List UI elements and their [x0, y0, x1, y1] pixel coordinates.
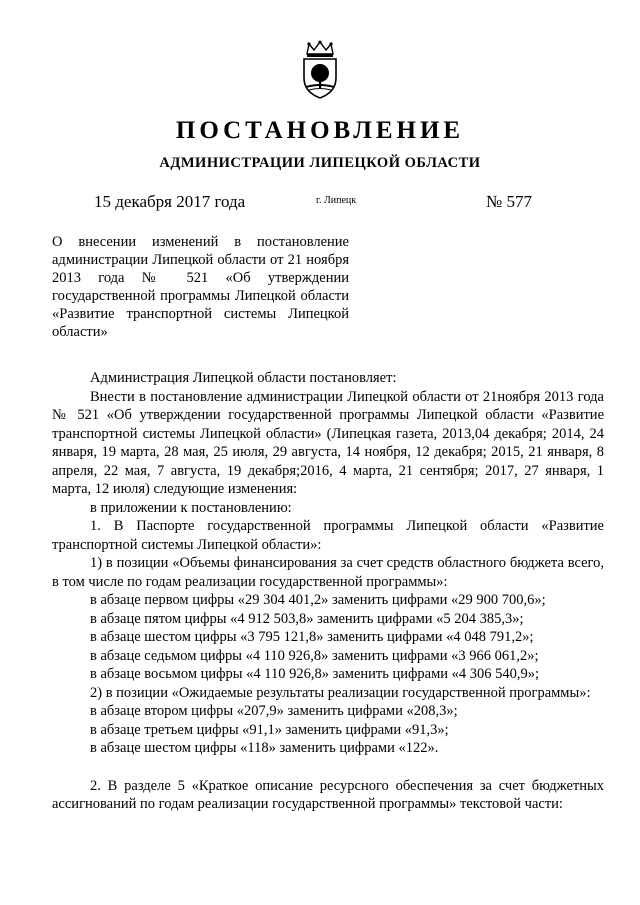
body-paragraph: в приложении к постановлению:: [90, 499, 292, 516]
body-paragraph: в абзаце восьмом цифры «4 110 926,8» заменить цифрами «4 306 540,9»;: [90, 666, 540, 682]
body-paragraph: 1. В Паспорте государственной программы Липецкой области «Развитие транспортной системы Липецкой области»:: [52, 518, 604, 553]
body-paragraph: в абзаце пятом цифры «4 912 503,8» заменить цифрами «5 204 385,3»;: [90, 610, 524, 627]
issuer-name: АДМИНИСТРАЦИИ ЛИПЕЦКОЙ ОБЛАСТИ: [159, 155, 481, 171]
document-title: ПОСТАНОВЛЕНИЕ: [175, 117, 465, 144]
document-body: [52, 369, 604, 814]
body-paragraph: в абзаце седьмом цифры «4 110 926,8» заменить цифрами «3 966 061,2»;: [90, 647, 539, 664]
body-paragraph: в абзаце втором цифры «207,9» заменить цифрами «208,3»;: [90, 703, 458, 719]
body-paragraph: 1) в позиции «Объемы финансирования за счет средств областного бюджета всего, в том числе по годам реализации государственной программы»:: [52, 555, 604, 590]
body-paragraph: в абзаце шестом цифры «118» заменить цифрами «122».: [90, 740, 439, 756]
body-paragraph: Администрация Липецкой области постановляет:: [90, 370, 397, 386]
body-paragraph: 2. В разделе 5 «Краткое описание ресурсного обеспечения за счет бюджетных ассигнований по годам реализации государственной программы» текстовой части:: [52, 777, 604, 812]
coat-of-arms-icon: [295, 40, 345, 100]
document-summary: О внесении изменений в постановление администрации Липецкой области от 21 ноября 2013 года № 521 «Об утверждении государственной программы Липецкой области «Развитие транспортной системы Липецкой области»: [52, 234, 349, 340]
body-paragraph: Внести в постановление администрации Липецкой области от 21ноября 2013 года № 521 «Об утверждении государственной программы Липецкой области «Развитие транспортной системы Липецкой области» (Липецкая газета, 2013,04 декабря; 2014, 24 января, 19 марта, 28 мая, 25 июля, 29 августа, 14 ноября, 12 декабря; 2015, 21 января, 8 апреля, 22 мая, 7 августа, 19 декабря;2016, 4 марта, 21 сентября; 2017, 27 января, 1 марта, 12 июля) следующие изменения:: [52, 388, 604, 497]
body-paragraph: в абзаце шестом цифры «3 795 121,8» заменить цифрами «4 048 791,2»;: [90, 629, 534, 645]
document-number: № 577: [486, 192, 532, 211]
body-paragraph: 2) в позиции «Ожидаемые результаты реализации государственной программы»:: [90, 684, 591, 701]
body-paragraph: в абзаце первом цифры «29 304 401,2» заменить цифрами «29 900 700,6»;: [90, 592, 546, 608]
document-date: 15 декабря 2017 года: [94, 192, 246, 211]
document-city: г. Липецк: [316, 195, 357, 206]
body-paragraph: в абзаце третьем цифры «91,1» заменить цифрами «91,3»;: [90, 721, 449, 738]
